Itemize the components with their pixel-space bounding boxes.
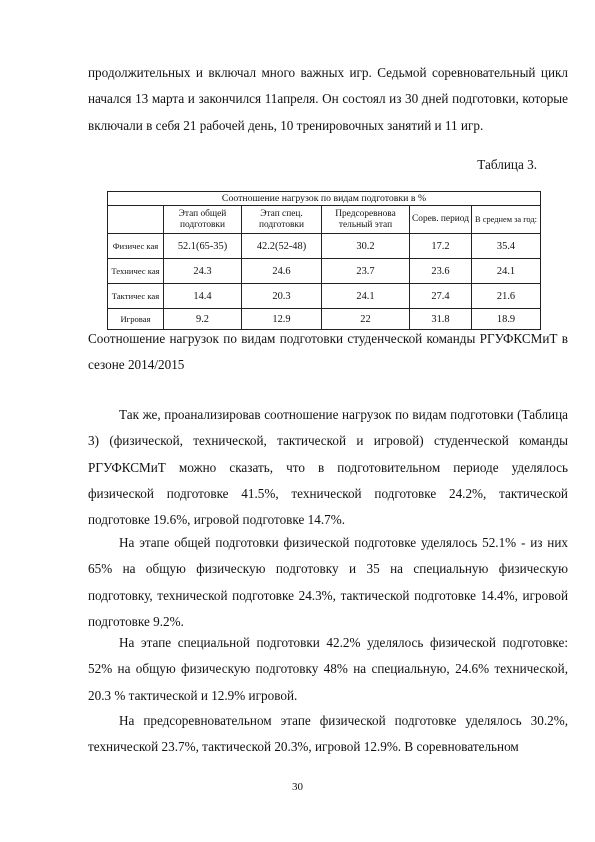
table-cell: 24.6 — [242, 259, 322, 284]
page-number: 30 — [292, 781, 303, 793]
table-row — [108, 234, 541, 259]
table-row — [108, 259, 541, 284]
paragraph-general-stage: На этапе общей подготовки физической подготовке уделялось 52.1% - из них 65% на общую физическую подготовку и 35 на специальную физическую подготовку, технической подготовке 24.3%, тактической подготовке 14.4%, игровой подготовке 9.2%. — [88, 535, 568, 629]
paragraph-intro: продолжительных и включал много важных игр. Седьмой соревновательный цикл начался 13 марта и закончился 11апреля. Он состоял из 30 дней подготовки, которые включали в себя 21 рабочей день, 10 тренировочных занятий и 11 игр. — [88, 65, 568, 133]
table-cell: 9.2 — [164, 309, 242, 330]
table-cell: 24.1 — [322, 284, 410, 309]
data-table — [107, 191, 541, 330]
table-cell: 17.2 — [410, 234, 472, 259]
table-row — [108, 284, 541, 309]
row-label: Игровая — [108, 309, 164, 330]
table-header-cell: В среднем за год: — [472, 206, 541, 234]
table-cell: 12.9 — [242, 309, 322, 330]
table-header-cell: Этап спец. подготовки — [242, 206, 322, 234]
row-label: Тактичес кая — [108, 284, 164, 309]
table-cell: 27.4 — [410, 284, 472, 309]
paragraph-analysis: Так же, проанализировав соотношение нагрузок по видам подготовки (Таблица 3) (физической, технической, тактической и игровой) студенческой команды РГУФКСМиТ можно сказать, что в подготовительном периоде уделялось физической подготовке 41.5%, технической подготовке 24.2%, тактической подготовке 19.6%, игровой подготовке 14.7%. — [88, 407, 568, 528]
table-cell: 14.4 — [164, 284, 242, 309]
table-description: Соотношение нагрузок по видам подготовки студенческой команды РГУФКСМиТ в сезоне 2014/2015 — [88, 331, 568, 373]
table-cell: 42.2(52-48) — [242, 234, 322, 259]
table-cell: 24.3 — [164, 259, 242, 284]
table-header-cell: Этап общей подготовки — [164, 206, 242, 234]
table-cell: 18.9 — [472, 309, 541, 330]
table-cell: 35.4 — [472, 234, 541, 259]
table-cell: 52.1(65-35) — [164, 234, 242, 259]
table-cell: 23.6 — [410, 259, 472, 284]
table-cell: 31.8 — [410, 309, 472, 330]
table-header-row — [108, 206, 541, 234]
paragraph-special-stage: На этапе специальной подготовки 42.2% уделялось физической подготовке: 52% на общую физическую подготовку 48% на специальную, 24.6% технической, 20.3 % тактической и 12.9% игровой. — [88, 635, 568, 703]
table-cell: 20.3 — [242, 284, 322, 309]
table-header-cell — [108, 206, 164, 234]
table-label: Таблица 3. — [477, 157, 537, 172]
table-header-cell: Предсоревнова тельный этап — [322, 206, 410, 234]
table-cell: 30.2 — [322, 234, 410, 259]
table-header-cell: Сорев. период — [410, 206, 472, 234]
paragraph-precompetition: На предсоревновательном этапе физической подготовке уделялось 30.2%, технической 23.7%, тактической 20.3%, игровой 12.9%. В соревновательном — [88, 713, 568, 755]
table-cell: 22 — [322, 309, 410, 330]
table-cell: 24.1 — [472, 259, 541, 284]
row-label: Техничес кая — [108, 259, 164, 284]
table-caption: Соотношение нагрузок по видам подготовки в % — [108, 192, 541, 206]
table-cell: 21.6 — [472, 284, 541, 309]
row-label: Физичес кая — [108, 234, 164, 259]
table-cell: 23.7 — [322, 259, 410, 284]
